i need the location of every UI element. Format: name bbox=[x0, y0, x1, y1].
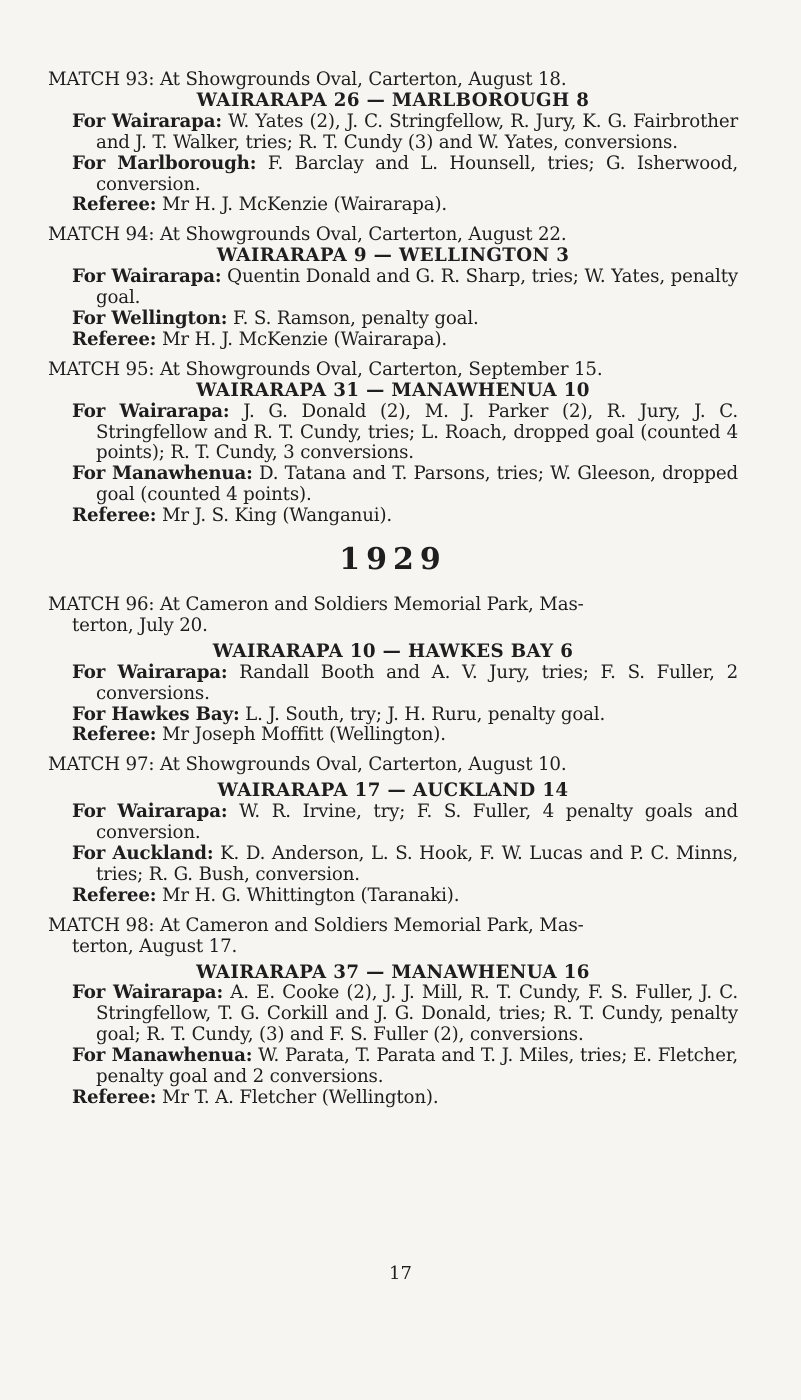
referee-label: Referee: bbox=[72, 194, 157, 216]
scorers-text: D. Tatana and T. Parsons, tries; W. Gleeson, dropped goal (counted 4 points). bbox=[96, 463, 738, 506]
referee-text: Mr H. J. McKenzie (Wairarapa). bbox=[156, 194, 448, 216]
match-header bbox=[48, 360, 738, 381]
match-header-text: MATCH 94: At Showgrounds Oval, Carterton, August 22. bbox=[48, 224, 567, 246]
match-entry bbox=[48, 225, 738, 350]
scorers-label: For Wellington: bbox=[72, 307, 228, 329]
referee-label: Referee: bbox=[72, 724, 157, 746]
match-header-text: MATCH 93: At Showgrounds Oval, Carterton, August 18. bbox=[48, 69, 567, 90]
scorers-label: For Wairarapa: bbox=[72, 266, 222, 288]
referee-text: Mr Joseph Moffitt (Wellington). bbox=[156, 724, 446, 746]
match-entry bbox=[48, 755, 738, 906]
match-header-text: MATCH 96: At Cameron and Soldiers Memorial Park, Mas- bbox=[48, 594, 584, 616]
referee-label: Referee: bbox=[72, 505, 157, 527]
scorers-text: Randall Booth and A. V. Jury, tries; F. S. Fuller, 2 conversions. bbox=[96, 661, 738, 704]
referee bbox=[48, 330, 738, 351]
match-header-text: MATCH 97: At Showgrounds Oval, Carterton, August 10. bbox=[48, 754, 567, 776]
scorers-label: For Hawkes Bay: bbox=[72, 703, 240, 725]
match-score: WAIRARAPA 17 — AUCKLAND 14 bbox=[217, 780, 569, 802]
scorers-home bbox=[48, 983, 738, 1046]
page-content bbox=[48, 70, 738, 1118]
scorers-text: F. Barclay and L. Hounsell, tries; G. Isherwood, conversion. bbox=[96, 152, 738, 195]
scorers-label: For Auckland: bbox=[72, 843, 214, 864]
scorers-away bbox=[48, 1046, 738, 1088]
scorers-label: For Wairarapa: bbox=[72, 982, 224, 1004]
match-score: WAIRARAPA 10 — HAWKES BAY 6 bbox=[212, 640, 574, 662]
match-header bbox=[48, 916, 738, 958]
match-entry bbox=[48, 70, 738, 216]
scorers-label: For Marlborough: bbox=[72, 152, 257, 174]
match-score: WAIRARAPA 37 — MANAWHENUA 16 bbox=[196, 961, 590, 983]
year-heading: 1929 bbox=[339, 542, 447, 578]
match-header bbox=[48, 70, 738, 91]
scorers-home bbox=[48, 402, 738, 465]
scorers-away bbox=[48, 705, 738, 726]
scorers-label: For Manawhenua: bbox=[72, 1045, 253, 1067]
scorers-text: J. G. Donald (2), M. J. Parker (2), R. Jury, J. C. Stringfellow and R. T. Cundy, tries; L. Roach, dropped goal (counted 4 points); R. T. Cundy, 3 conversions. bbox=[96, 400, 738, 464]
scorers-home bbox=[48, 802, 738, 844]
page-number: 17 bbox=[389, 1263, 412, 1284]
referee bbox=[48, 506, 738, 527]
scorers-label: For Wairarapa: bbox=[72, 801, 228, 823]
match-header-text: MATCH 95: At Showgrounds Oval, Carterton, September 15. bbox=[48, 358, 603, 380]
scorers-home bbox=[48, 663, 738, 705]
scorers-text: W. Yates (2), J. C. Stringfellow, R. Jury, K. G. Fairbrother and J. T. Walker, tries; R. T. Cundy (3) and W. Yates, conversions. bbox=[96, 110, 738, 153]
referee bbox=[48, 1088, 738, 1109]
match-entry bbox=[48, 360, 738, 527]
match-header bbox=[48, 595, 738, 637]
referee-text: Mr H. G. Whittington (Taranaki). bbox=[156, 884, 460, 906]
match-header bbox=[48, 225, 738, 246]
scorers-label: For Manawhenua: bbox=[72, 463, 253, 485]
match-header-text: MATCH 98: At Cameron and Soldiers Memorial Park, Mas- bbox=[48, 914, 584, 936]
scorers-label: For Wairarapa: bbox=[72, 661, 228, 683]
scorers-text: L. J. South, try; J. H. Ruru, penalty goal. bbox=[239, 703, 606, 725]
scorers-home bbox=[48, 267, 738, 309]
match-entry bbox=[48, 595, 738, 746]
scorers-text: F. S. Ramson, penalty goal. bbox=[227, 307, 479, 329]
scorers-text: Quentin Donald and G. R. Sharp, tries; W. Yates, penalty goal. bbox=[96, 266, 738, 309]
scorers-label: For Wairarapa: bbox=[72, 400, 230, 422]
referee-text: Mr J. S. King (Wanganui). bbox=[156, 505, 393, 527]
scorers-away bbox=[48, 464, 738, 506]
match-header-continued: terton, July 20. bbox=[72, 614, 208, 636]
scorers-text: W. R. Irvine, try; F. S. Fuller, 4 penalty goals and conversion. bbox=[96, 801, 738, 844]
match-score: WAIRARAPA 31 — MANAWHENUA 10 bbox=[196, 379, 590, 401]
match-score: WAIRARAPA 9 — WELLINGTON 3 bbox=[216, 245, 570, 267]
scorers-label: For Wairarapa: bbox=[72, 110, 222, 132]
scorers-text: W. Parata, T. Parata and T. J. Miles, tries; E. Fletcher, penalty goal and 2 conversions. bbox=[96, 1045, 738, 1088]
referee-label: Referee: bbox=[72, 328, 157, 350]
referee bbox=[48, 886, 738, 907]
referee-label: Referee: bbox=[72, 1086, 157, 1108]
scorers-home bbox=[48, 112, 738, 154]
scorers-text: K. D. Anderson, L. S. Hook, F. W. Lucas and P. C. Minns, tries; R. G. Bush, conversion. bbox=[96, 843, 738, 885]
referee bbox=[48, 725, 738, 746]
referee bbox=[48, 195, 738, 216]
referee-text: Mr H. J. McKenzie (Wairarapa). bbox=[156, 328, 448, 350]
match-header-continued: terton, August 17. bbox=[72, 935, 238, 957]
scorers-away bbox=[48, 154, 738, 196]
referee-text: Mr T. A. Fletcher (Wellington). bbox=[156, 1086, 439, 1108]
scorers-away bbox=[48, 844, 738, 886]
match-entry bbox=[48, 916, 738, 1109]
scorers-away bbox=[48, 309, 738, 330]
match-score: WAIRARAPA 26 — MARLBOROUGH 8 bbox=[196, 89, 590, 111]
referee-label: Referee: bbox=[72, 884, 157, 906]
scorers-text: A. E. Cooke (2), J. J. Mill, R. T. Cundy, F. S. Fuller, J. C. Stringfellow, T. G. Corkill and J. G. Donald, tries; R. T. Cundy, penalty goal; R. T. Cundy, (3) and F. S. Fuller (2), conversions. bbox=[96, 982, 738, 1046]
match-header bbox=[48, 755, 738, 776]
